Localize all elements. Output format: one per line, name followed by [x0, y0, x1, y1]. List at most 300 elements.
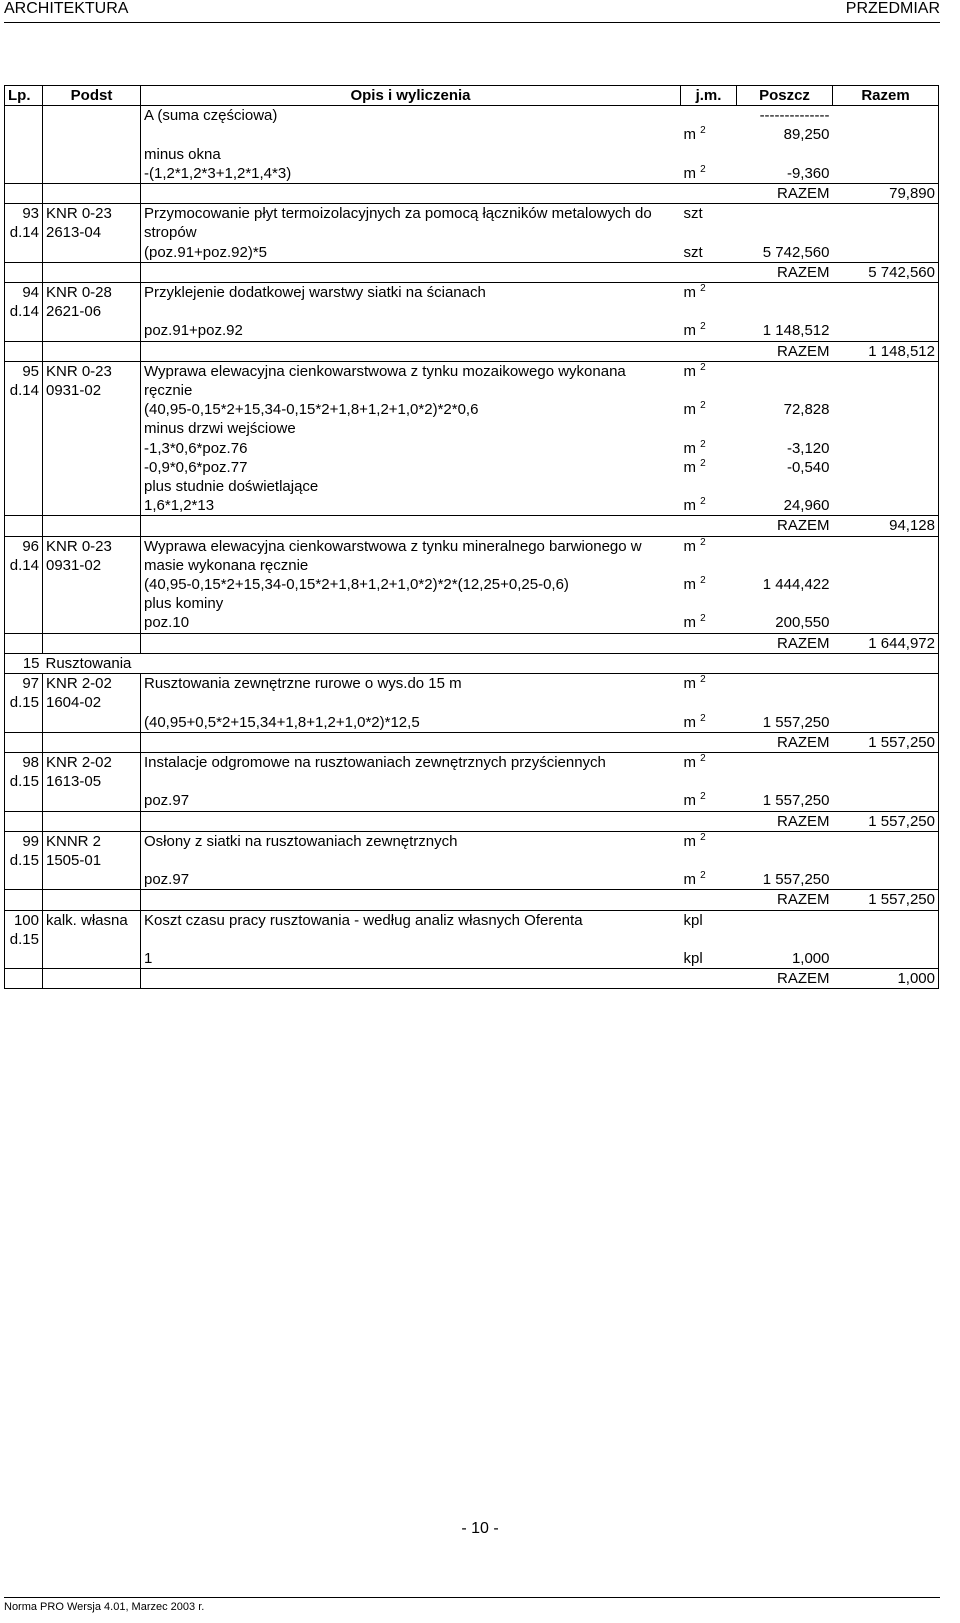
row-podst [43, 870, 141, 890]
row-razem [833, 791, 939, 811]
row-jm [681, 949, 737, 969]
row-lp-text: d.14 [9, 556, 39, 574]
row-razem [833, 321, 939, 341]
row-lp [5, 106, 43, 126]
unit-exponent: 2 [700, 575, 706, 587]
row-lp-text: 99 [22, 832, 39, 850]
row-opis [141, 910, 681, 930]
row-jm [681, 302, 737, 321]
total-value [833, 262, 939, 282]
row-podst [43, 831, 141, 851]
row-jm-text: m [683, 126, 696, 144]
row-opis [141, 439, 681, 458]
row-jm-text: m [683, 537, 696, 555]
row-jm [681, 283, 737, 303]
row-lp-text: d.14 [9, 224, 39, 242]
unit-exponent: 2 [700, 125, 706, 137]
unit-exponent: 2 [700, 496, 706, 508]
row-opis-text: -1,3*0,6*poz.76 [144, 439, 248, 457]
row-poszcz [737, 910, 833, 930]
total-row [5, 732, 939, 752]
row-podst [43, 613, 141, 633]
row-podst [43, 283, 141, 303]
row-opis [141, 791, 681, 811]
total-value [833, 811, 939, 831]
table-row [5, 223, 939, 242]
total-lp [5, 184, 43, 204]
row-poszcz [737, 381, 833, 400]
header-left: ARCHITEKTURA [4, 0, 129, 17]
total-row [5, 811, 939, 831]
row-opis [141, 772, 681, 791]
table-row [5, 439, 939, 458]
row-podst-text: 0931-02 [46, 556, 102, 574]
row-jm-text: m [683, 401, 696, 419]
row-lp [5, 361, 43, 381]
row-poszcz [737, 145, 833, 164]
row-lp-text: d.15 [9, 694, 39, 712]
row-podst [43, 752, 141, 772]
row-podst-text: 2613-04 [46, 224, 102, 242]
total-value-text: 94,128 [889, 517, 935, 535]
row-jm [681, 361, 737, 381]
unit-exponent: 2 [700, 752, 706, 764]
row-podst-text: 0931-02 [46, 382, 102, 400]
row-opis [141, 674, 681, 694]
row-jm-text: m [683, 497, 696, 515]
row-podst [43, 575, 141, 594]
header-right: PRZEDMIAR [845, 0, 940, 17]
row-lp [5, 791, 43, 811]
row-podst-text: KNR 2-02 [46, 753, 112, 771]
unit-exponent: 2 [700, 831, 706, 843]
unit-exponent: 2 [700, 438, 706, 450]
row-jm [681, 125, 737, 144]
row-poszcz [737, 851, 833, 870]
row-poszcz [737, 302, 833, 321]
row-opis-text: poz.10 [144, 614, 190, 632]
total-value [833, 516, 939, 536]
row-poszcz-text: 1 557,250 [762, 871, 830, 889]
row-opis [141, 693, 681, 712]
row-poszcz [737, 772, 833, 791]
row-razem [833, 243, 939, 263]
row-opis [141, 223, 681, 242]
row-opis [141, 870, 681, 890]
row-razem [833, 496, 939, 516]
row-podst [43, 930, 141, 949]
section-number [5, 653, 43, 673]
row-jm [681, 204, 737, 224]
row-opis [141, 949, 681, 969]
row-opis-text: minus okna [144, 145, 221, 163]
row-podst [43, 949, 141, 969]
row-opis [141, 713, 681, 733]
section-label [43, 653, 939, 673]
row-jm-text: m [683, 576, 696, 594]
total-row [5, 890, 939, 910]
row-opis [141, 381, 681, 400]
unit-exponent: 2 [700, 283, 706, 295]
row-poszcz [737, 243, 833, 263]
row-poszcz [737, 870, 833, 890]
total-label: RAZEM [777, 970, 830, 988]
row-poszcz [737, 458, 833, 477]
row-opis-text: poz.97 [144, 871, 190, 889]
row-jm [681, 594, 737, 613]
row-lp [5, 125, 43, 144]
row-lp [5, 772, 43, 791]
total-podst [43, 969, 141, 989]
row-lp [5, 674, 43, 694]
row-poszcz-text: 1 148,512 [762, 322, 830, 340]
row-opis [141, 556, 681, 575]
row-lp-text: 98 [22, 753, 39, 771]
row-razem [833, 381, 939, 400]
total-lp [5, 516, 43, 536]
row-poszcz-text: -0,540 [786, 458, 830, 476]
row-opis-text: (40,95-0,15*2+15,34-0,15*2+1,8+1,2+1,0*2)*2*(12,25+0,25-0,6) [144, 576, 569, 594]
total-value-text: 1 148,512 [868, 342, 935, 360]
row-opis [141, 458, 681, 477]
row-lp [5, 949, 43, 969]
row-poszcz-text: 1 444,422 [762, 576, 830, 594]
row-jm [681, 477, 737, 496]
table-row [5, 536, 939, 556]
row-lp-text: 95 [22, 362, 39, 380]
row-razem [833, 752, 939, 772]
row-poszcz [737, 752, 833, 772]
row-podst [43, 145, 141, 164]
total-label-cell [141, 633, 833, 653]
total-label: RAZEM [777, 733, 830, 751]
row-jm-text: m [683, 871, 696, 889]
row-lp [5, 381, 43, 400]
row-poszcz [737, 693, 833, 712]
row-jm [681, 536, 737, 556]
row-lp [5, 243, 43, 263]
row-podst [43, 674, 141, 694]
row-jm [681, 106, 737, 126]
total-lp [5, 890, 43, 910]
table-row [5, 243, 939, 263]
row-opis [141, 125, 681, 144]
row-opis [141, 321, 681, 341]
row-jm [681, 321, 737, 341]
row-jm [681, 458, 737, 477]
unit-exponent: 2 [700, 163, 706, 175]
row-lp [5, 851, 43, 870]
table-row [5, 145, 939, 164]
row-jm-text: m [683, 832, 696, 850]
table-row [5, 283, 939, 303]
row-opis-text: Rusztowania zewnętrzne rurowe o wys.do 15 m [144, 675, 462, 693]
row-poszcz [737, 575, 833, 594]
total-lp [5, 262, 43, 282]
row-jm-text: kpl [683, 911, 703, 929]
row-razem [833, 870, 939, 890]
row-opis-text: (poz.91+poz.92)*5 [144, 243, 268, 261]
row-lp [5, 321, 43, 341]
row-jm [681, 674, 737, 694]
row-opis [141, 204, 681, 224]
row-opis-text: -0,9*0,6*poz.77 [144, 458, 248, 476]
row-lp [5, 575, 43, 594]
total-label: RAZEM [777, 263, 830, 281]
row-lp-text: 96 [22, 537, 39, 555]
row-razem [833, 458, 939, 477]
row-poszcz [737, 125, 833, 144]
row-poszcz [737, 400, 833, 419]
row-poszcz [737, 536, 833, 556]
unit-exponent: 2 [700, 321, 706, 333]
row-opis-text: ręcznie [144, 382, 193, 400]
row-opis [141, 477, 681, 496]
row-razem [833, 613, 939, 633]
row-poszcz [737, 321, 833, 341]
row-podst-text: KNR 0-23 [46, 537, 112, 555]
row-podst-text: 1613-05 [46, 773, 102, 791]
row-opis [141, 851, 681, 870]
row-lp [5, 536, 43, 556]
row-razem [833, 106, 939, 126]
table-row [5, 870, 939, 890]
row-poszcz [737, 439, 833, 458]
row-opis-text: Osłony z siatki na rusztowaniach zewnętrznych [144, 832, 458, 850]
total-podst [43, 811, 141, 831]
row-podst [43, 321, 141, 341]
row-razem [833, 164, 939, 184]
total-value-text: 1,000 [897, 970, 935, 988]
row-podst [43, 302, 141, 321]
row-opis [141, 302, 681, 321]
table-row [5, 477, 939, 496]
col-lp: Lp. [5, 86, 43, 106]
total-value-text: 1 557,250 [868, 812, 935, 830]
row-poszcz-text: -------------- [759, 107, 830, 125]
table-row [5, 674, 939, 694]
table-row [5, 613, 939, 633]
total-value-text: 1 644,972 [868, 634, 935, 652]
row-poszcz [737, 361, 833, 381]
row-opis-text: Wyprawa elewacyjna cienkowarstwowa z tynku mineralnego barwionego w [144, 537, 642, 555]
row-lp-text: d.14 [9, 303, 39, 321]
row-poszcz [737, 613, 833, 633]
row-razem [833, 439, 939, 458]
row-podst [43, 164, 141, 184]
row-jm [681, 556, 737, 575]
row-lp [5, 204, 43, 224]
row-poszcz [737, 674, 833, 694]
row-razem [833, 851, 939, 870]
unit-exponent: 2 [700, 613, 706, 625]
row-opis-text: poz.97 [144, 792, 190, 810]
row-podst [43, 713, 141, 733]
row-opis [141, 243, 681, 263]
table-row [5, 752, 939, 772]
row-razem [833, 145, 939, 164]
row-lp-text: 94 [22, 284, 39, 302]
row-lp [5, 400, 43, 419]
row-podst [43, 496, 141, 516]
row-opis [141, 283, 681, 303]
table-row [5, 106, 939, 126]
row-lp [5, 302, 43, 321]
row-opis-text: plus studnie doświetlające [144, 478, 319, 496]
row-opis-text: Instalacje odgromowe na rusztowaniach zewnętrznych przyściennych [144, 753, 606, 771]
row-opis-text: 1 [144, 949, 153, 967]
table-row [5, 851, 939, 870]
row-razem [833, 693, 939, 712]
unit-exponent: 2 [700, 457, 706, 469]
col-poszcz: Poszcz [737, 86, 833, 106]
row-poszcz-text: 200,550 [775, 614, 830, 632]
table-row [5, 575, 939, 594]
row-jm-text: m [683, 675, 696, 693]
row-razem [833, 400, 939, 419]
row-razem [833, 575, 939, 594]
row-opis-text: A (suma częściowa) [144, 107, 278, 125]
row-opis-text: poz.91+poz.92 [144, 322, 243, 340]
table-header-row [5, 86, 939, 106]
row-jm-text: m [683, 792, 696, 810]
row-jm [681, 831, 737, 851]
row-poszcz-text: 1 557,250 [762, 792, 830, 810]
row-poszcz [737, 930, 833, 949]
col-jm: j.m. [681, 86, 737, 106]
row-opis-text: Przyklejenie dodatkowej warstwy siatki na ścianach [144, 284, 486, 302]
row-opis [141, 400, 681, 419]
row-lp [5, 713, 43, 733]
row-poszcz [737, 419, 833, 438]
row-lp [5, 145, 43, 164]
row-podst [43, 419, 141, 438]
row-poszcz [737, 204, 833, 224]
row-razem [833, 477, 939, 496]
total-label-cell [141, 732, 833, 752]
total-row [5, 969, 939, 989]
table-row [5, 930, 939, 949]
total-value-text: 79,890 [889, 185, 935, 203]
row-jm-text: m [683, 713, 696, 731]
table-row [5, 400, 939, 419]
row-opis-text: 1,6*1,2*13 [144, 497, 215, 515]
row-poszcz-text: 1 557,250 [762, 713, 830, 731]
row-opis-text: stropów [144, 224, 197, 242]
total-podst [43, 516, 141, 536]
row-opis [141, 752, 681, 772]
total-value-text: 1 557,250 [868, 733, 935, 751]
row-poszcz-text: 5 742,560 [762, 243, 830, 261]
row-podst-text: KNR 0-23 [46, 205, 112, 223]
row-opis-text: minus drzwi wejściowe [144, 420, 296, 438]
row-poszcz-text: -9,360 [786, 164, 830, 182]
total-value [833, 732, 939, 752]
row-lp [5, 870, 43, 890]
row-jm-text: szt [683, 243, 703, 261]
row-poszcz [737, 713, 833, 733]
total-row [5, 633, 939, 653]
row-lp [5, 477, 43, 496]
row-podst-text: KNNR 2 [46, 832, 102, 850]
row-lp-text: d.15 [9, 930, 39, 948]
row-lp [5, 930, 43, 949]
row-lp [5, 613, 43, 633]
row-opis-text: Wyprawa elewacyjna cienkowarstwowa z tynku mozaikowego wykonana [144, 362, 626, 380]
total-label-cell [141, 516, 833, 536]
row-jm [681, 496, 737, 516]
total-label-cell [141, 969, 833, 989]
total-lp [5, 969, 43, 989]
row-podst [43, 477, 141, 496]
row-lp [5, 594, 43, 613]
row-podst-text: kalk. własna [46, 911, 128, 929]
row-opis [141, 361, 681, 381]
row-poszcz-text: 24,960 [783, 497, 830, 515]
row-podst [43, 791, 141, 811]
row-podst [43, 400, 141, 419]
row-poszcz [737, 791, 833, 811]
row-jm [681, 930, 737, 949]
row-razem [833, 713, 939, 733]
row-podst [43, 772, 141, 791]
row-lp [5, 419, 43, 438]
row-podst [43, 536, 141, 556]
row-podst [43, 439, 141, 458]
row-opis [141, 419, 681, 438]
row-lp [5, 910, 43, 930]
row-opis-text: Koszt czasu pracy rusztowania - według analiz własnych Oferenta [144, 911, 583, 929]
row-poszcz [737, 831, 833, 851]
row-lp [5, 223, 43, 242]
row-jm [681, 772, 737, 791]
row-jm [681, 713, 737, 733]
row-lp-text: d.14 [9, 382, 39, 400]
row-poszcz [737, 594, 833, 613]
row-razem [833, 283, 939, 303]
footer-rule [4, 1597, 940, 1598]
table-row [5, 458, 939, 477]
total-label-cell [141, 262, 833, 282]
row-jm [681, 164, 737, 184]
row-opis [141, 496, 681, 516]
row-lp [5, 283, 43, 303]
total-lp [5, 341, 43, 361]
row-opis-text: Przymocowanie płyt termoizolacyjnych za pomocą łączników metalowych do [144, 205, 652, 223]
row-opis [141, 930, 681, 949]
table-row [5, 164, 939, 184]
row-lp [5, 752, 43, 772]
total-podst [43, 262, 141, 282]
table-row [5, 381, 939, 400]
row-jm-text: m [683, 458, 696, 476]
table-row [5, 302, 939, 321]
table-row [5, 693, 939, 712]
row-jm [681, 752, 737, 772]
row-poszcz-text: -3,120 [786, 439, 830, 457]
row-poszcz [737, 477, 833, 496]
row-jm-text: szt [683, 205, 703, 223]
total-podst [43, 633, 141, 653]
row-razem [833, 536, 939, 556]
row-lp [5, 693, 43, 712]
row-jm-text: m [683, 164, 696, 182]
row-opis-text: (40,95-0,15*2+15,34-0,15*2+1,8+1,2+1,0*2)*2*0,6 [144, 401, 479, 419]
section-row [5, 653, 939, 673]
row-opis [141, 145, 681, 164]
page-number: - 10 - [461, 1520, 499, 1537]
row-lp [5, 556, 43, 575]
